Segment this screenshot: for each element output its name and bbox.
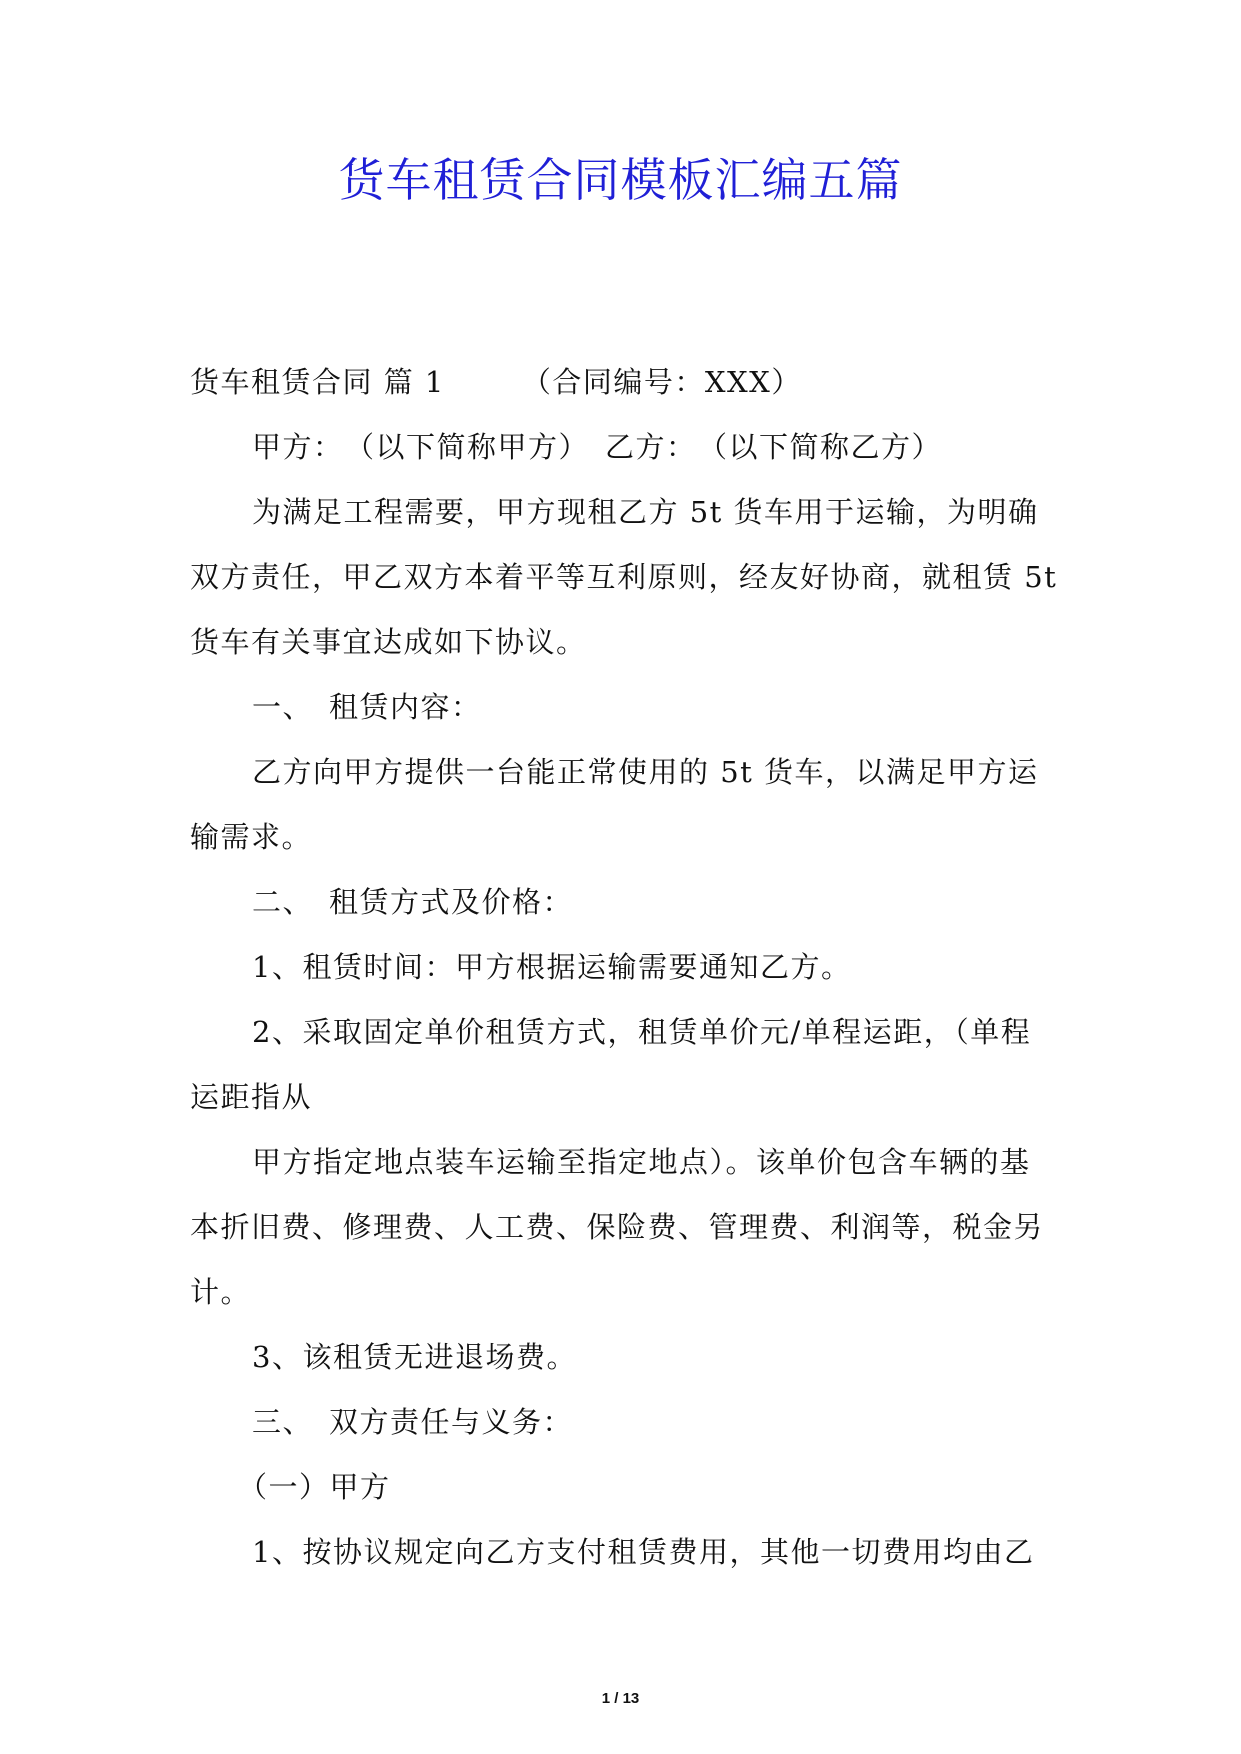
paragraph-line: 1、租赁时间：甲方根据运输需要通知乙方。 (252, 950, 852, 984)
paragraph-line: 3、该租赁无进退场费。 (252, 1340, 577, 1374)
paragraph-line: 甲方指定地点装车运输至指定地点）。该单价包含车辆的基 (252, 1145, 1031, 1179)
page-number: 1 / 13 (601, 1690, 640, 1707)
parties-line: 甲方： （以下简称甲方） 乙方： （以下简称乙方） (252, 430, 943, 464)
contract-heading: 货车租赁合同 篇 1 （合同编号：XXX） (190, 365, 802, 399)
section-heading: 三、 双方责任与义务： (252, 1405, 574, 1439)
paragraph-line: 计。 (190, 1275, 252, 1309)
paragraph-line: 本折旧费、修理费、人工费、保险费、管理费、利润等，税金另 (190, 1210, 1045, 1244)
paragraph-line: 1、按协议规定向乙方支付租赁费用，其他一切费用均由乙 (252, 1535, 1035, 1569)
paragraph-line: 输需求。 (190, 820, 313, 854)
section-heading: 二、 租赁方式及价格： (252, 885, 574, 919)
paragraph-line: 乙方向甲方提供一台能正常使用的 5t 货车，以满足甲方运 (252, 755, 1039, 789)
section-heading: 一、 租赁内容： (252, 690, 482, 724)
document-body (190, 350, 1058, 1585)
paragraph-line: 为满足工程需要，甲方现租乙方 5t 货车用于运输，为明确 (252, 495, 1039, 529)
paragraph-line: 双方责任，甲乙双方本着平等互利原则，经友好协商，就租赁 5t (190, 560, 1058, 594)
paragraph-line: 货车有关事宜达成如下协议。 (190, 625, 587, 659)
paragraph-line: 运距指从 (190, 1080, 313, 1114)
document-title: 货车租赁合同模板汇编五篇 (338, 153, 903, 207)
subsection-heading: （一）甲方 (238, 1470, 391, 1504)
paragraph-line: 2、采取固定单价租赁方式，租赁单价元/单程运距，（单程 (252, 1015, 1032, 1049)
